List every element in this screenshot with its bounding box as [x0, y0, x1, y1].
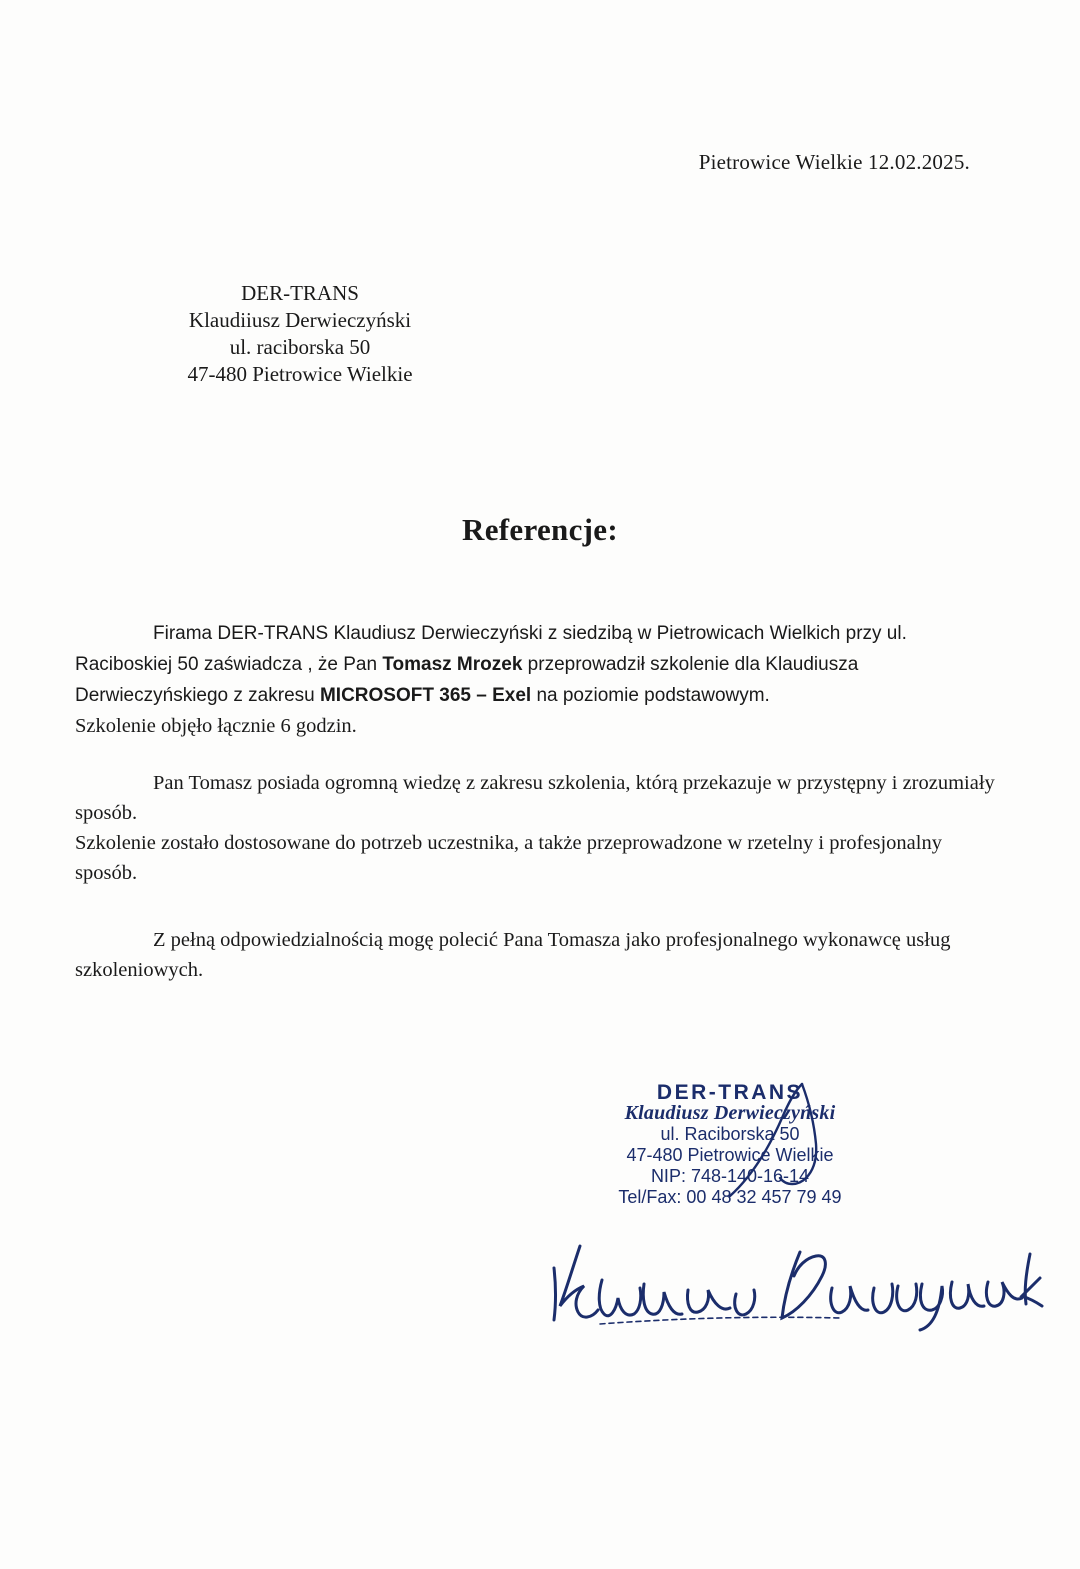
paragraph-two-line-1 [75, 768, 1005, 828]
paragraph-one-line-2: Szkolenie objęło łącznie 6 godzin. [75, 715, 357, 737]
paragraph-two-text-1: Pan Tomasz posiada ogromną wiedzę z zakresu szkolenia, którą przekazuje w przystępny i zrozumiały sposób. [75, 772, 995, 824]
paragraph-one-part-3: na poziomie podstawowym. [531, 685, 770, 706]
paragraph-one [75, 618, 1005, 741]
handwritten-signature [540, 1232, 1060, 1342]
date-line: Pietrowice Wielkie 12.02.2025. [698, 150, 970, 174]
addressee-line-person: Klaudiiusz Derwieczyński [188, 308, 412, 332]
page-title: Referencje: [462, 512, 618, 547]
stamp-line-phone: Tel/Fax: 00 48 32 457 79 49 [618, 1187, 842, 1207]
stamp-line-nip: NIP: 748-140-16-14 [650, 1166, 810, 1186]
paragraph-two-line-2: Szkolenie zostało dostosowane do potrzeb uczestnika, a także przeprowadzone w rzetelny i profesjonalny sposób. [75, 832, 942, 884]
addressee-line-company: DER-TRANS [241, 281, 359, 305]
stamp-line-street: ul. Raciborska 50 [660, 1124, 800, 1144]
paragraph-two [75, 768, 1005, 888]
paragraph-three-line-1 [75, 925, 1005, 985]
paragraph-one-part-1: Firama DER-TRANS Klaudiusz Derwieczyński z siedzibą w Pietrowicach Wielkich przy ul. Raciboskiej 50 zaświadcza , że Pan [75, 623, 907, 675]
company-stamp [575, 1082, 885, 1208]
addressee-line-street: ul. raciborska 50 [229, 335, 371, 359]
paragraph-three-text-1: Z pełną odpowiedzialnością mogę polecić Pana Tomasza jako profesjonalnego wykonawcę usług szkoleniowych. [75, 929, 951, 981]
paragraph-one-bold-name: Tomasz Mrozek [382, 654, 523, 675]
paragraph-three [75, 925, 1005, 985]
addressee-block [140, 280, 460, 388]
stamp-line-city: 47-480 Pietrowice Wielkie [626, 1145, 834, 1165]
paragraph-one-part-2: przeprowadził szkolenie dla Klaudiusza Derwieczyńskiego z zakresu [75, 654, 859, 706]
paragraph-one-bold-course: MICROSOFT 365 – Exel [319, 685, 532, 706]
stamp-line-company: DER-TRANS [656, 1081, 804, 1104]
stamp-line-person: Klaudiusz Derwieczyński [624, 1102, 836, 1124]
addressee-line-city: 47-480 Pietrowice Wielkie [187, 362, 413, 386]
